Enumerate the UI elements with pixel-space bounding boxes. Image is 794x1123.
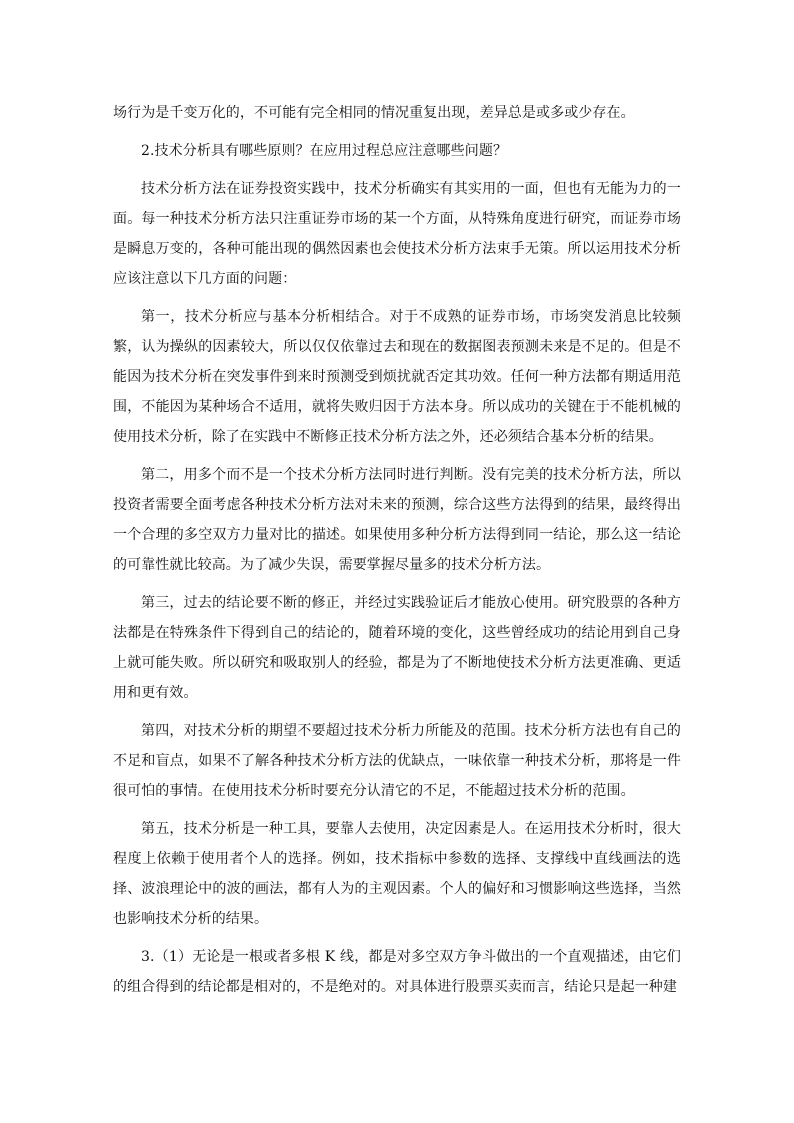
document-page xyxy=(113,98,681,1002)
paragraph-intro: 技术分析方法在证券投资实践中，技术分析确实有其实用的一面，但也有无能为力的一面。每一种技术分析方法只注重证券市场的某一个方面，从特殊角度进行研究，而证券市场是瞬息万变的，各种可能出现的偶然因素也会使技术分析方法束手无策。所以运用技术分析应该注意以下几方面的问题： xyxy=(113,181,681,287)
paragraph-point-1: 第一，技术分析应与基本分析相结合。对于不成熟的证券市场，市场突发消息比较频繁，认为操纵的因素较大，所以仅仅依靠过去和现在的数据图表预测未来是不足的。但是不能因为技术分析在突发事件到来时预测受到烦扰就否定其功效。任何一种方法都有期适用范围，不能因为某种场合不适用，就将失败归因于方法本身。所以成功的关键在于不能机械的使用技术分析，除了在实践中不断修正技术分析方法之外，还必须结合基本分析的结果。 xyxy=(113,309,681,445)
paragraph-point-4: 第四，对技术分析的期望不要超过技术分析力所能及的范围。技术分析方法也有自己的不足和盲点，如果不了解各种技术分析方法的优缺点，一味依靠一种技术分析，那将是一件很可怕的事情。在使用技术分析时要充分认清它的不足，不能超过技术分析的范围。 xyxy=(113,723,681,799)
question-answer-3: 3.（1）无论是一根或者多根 K 线，都是对多空双方争斗做出的一个直观描述，由它们的组合得到的结论都是相对的，不是绝对的。对具体进行股票买卖而言，结论只是起一种建 xyxy=(113,949,681,995)
question-heading-2: 2.技术分析具有哪些原则？在应用过程总应注意哪些问题？ xyxy=(141,143,508,159)
paragraph-point-2: 第二，用多个而不是一个技术分析方法同时进行判断。没有完美的技术分析方法，所以投资者需要全面考虑各种技术分析方法对未来的预测，综合这些方法得到的结果，最终得出一个合理的多空双方力量对比的描述。如果使用多种分析方法得到同一结论，那么这一结论的可靠性就比较高。为了减少失误，需要掌握尽量多的技术分析方法。 xyxy=(113,467,681,573)
paragraph-point-3: 第三，过去的结论要不断的修正，并经过实践验证后才能放心使用。研究股票的各种方法都是在特殊条件下得到自己的结论的，随着环境的变化，这些曾经成功的结论用到自己身上就可能失败。所以研究和吸取别人的经验，都是为了不断地使技术分析方法更准确、更适用和更有效。 xyxy=(113,595,681,701)
paragraph-point-5: 第五，技术分析是一种工具，要靠人去使用，决定因素是人。在运用技术分析时，很大程度上依赖于使用者个人的选择。例如，技术指标中参数的选择、支撑线中直线画法的选择、波浪理论中的波的画法，都有人为的主观因素。个人的偏好和习惯影响这些选择，当然也影响技术分析的结果。 xyxy=(113,821,681,927)
paragraph-continuation: 场行为是千变万化的，不可能有完全相同的情况重复出现，差异总是或多或少存在。 xyxy=(113,105,635,121)
